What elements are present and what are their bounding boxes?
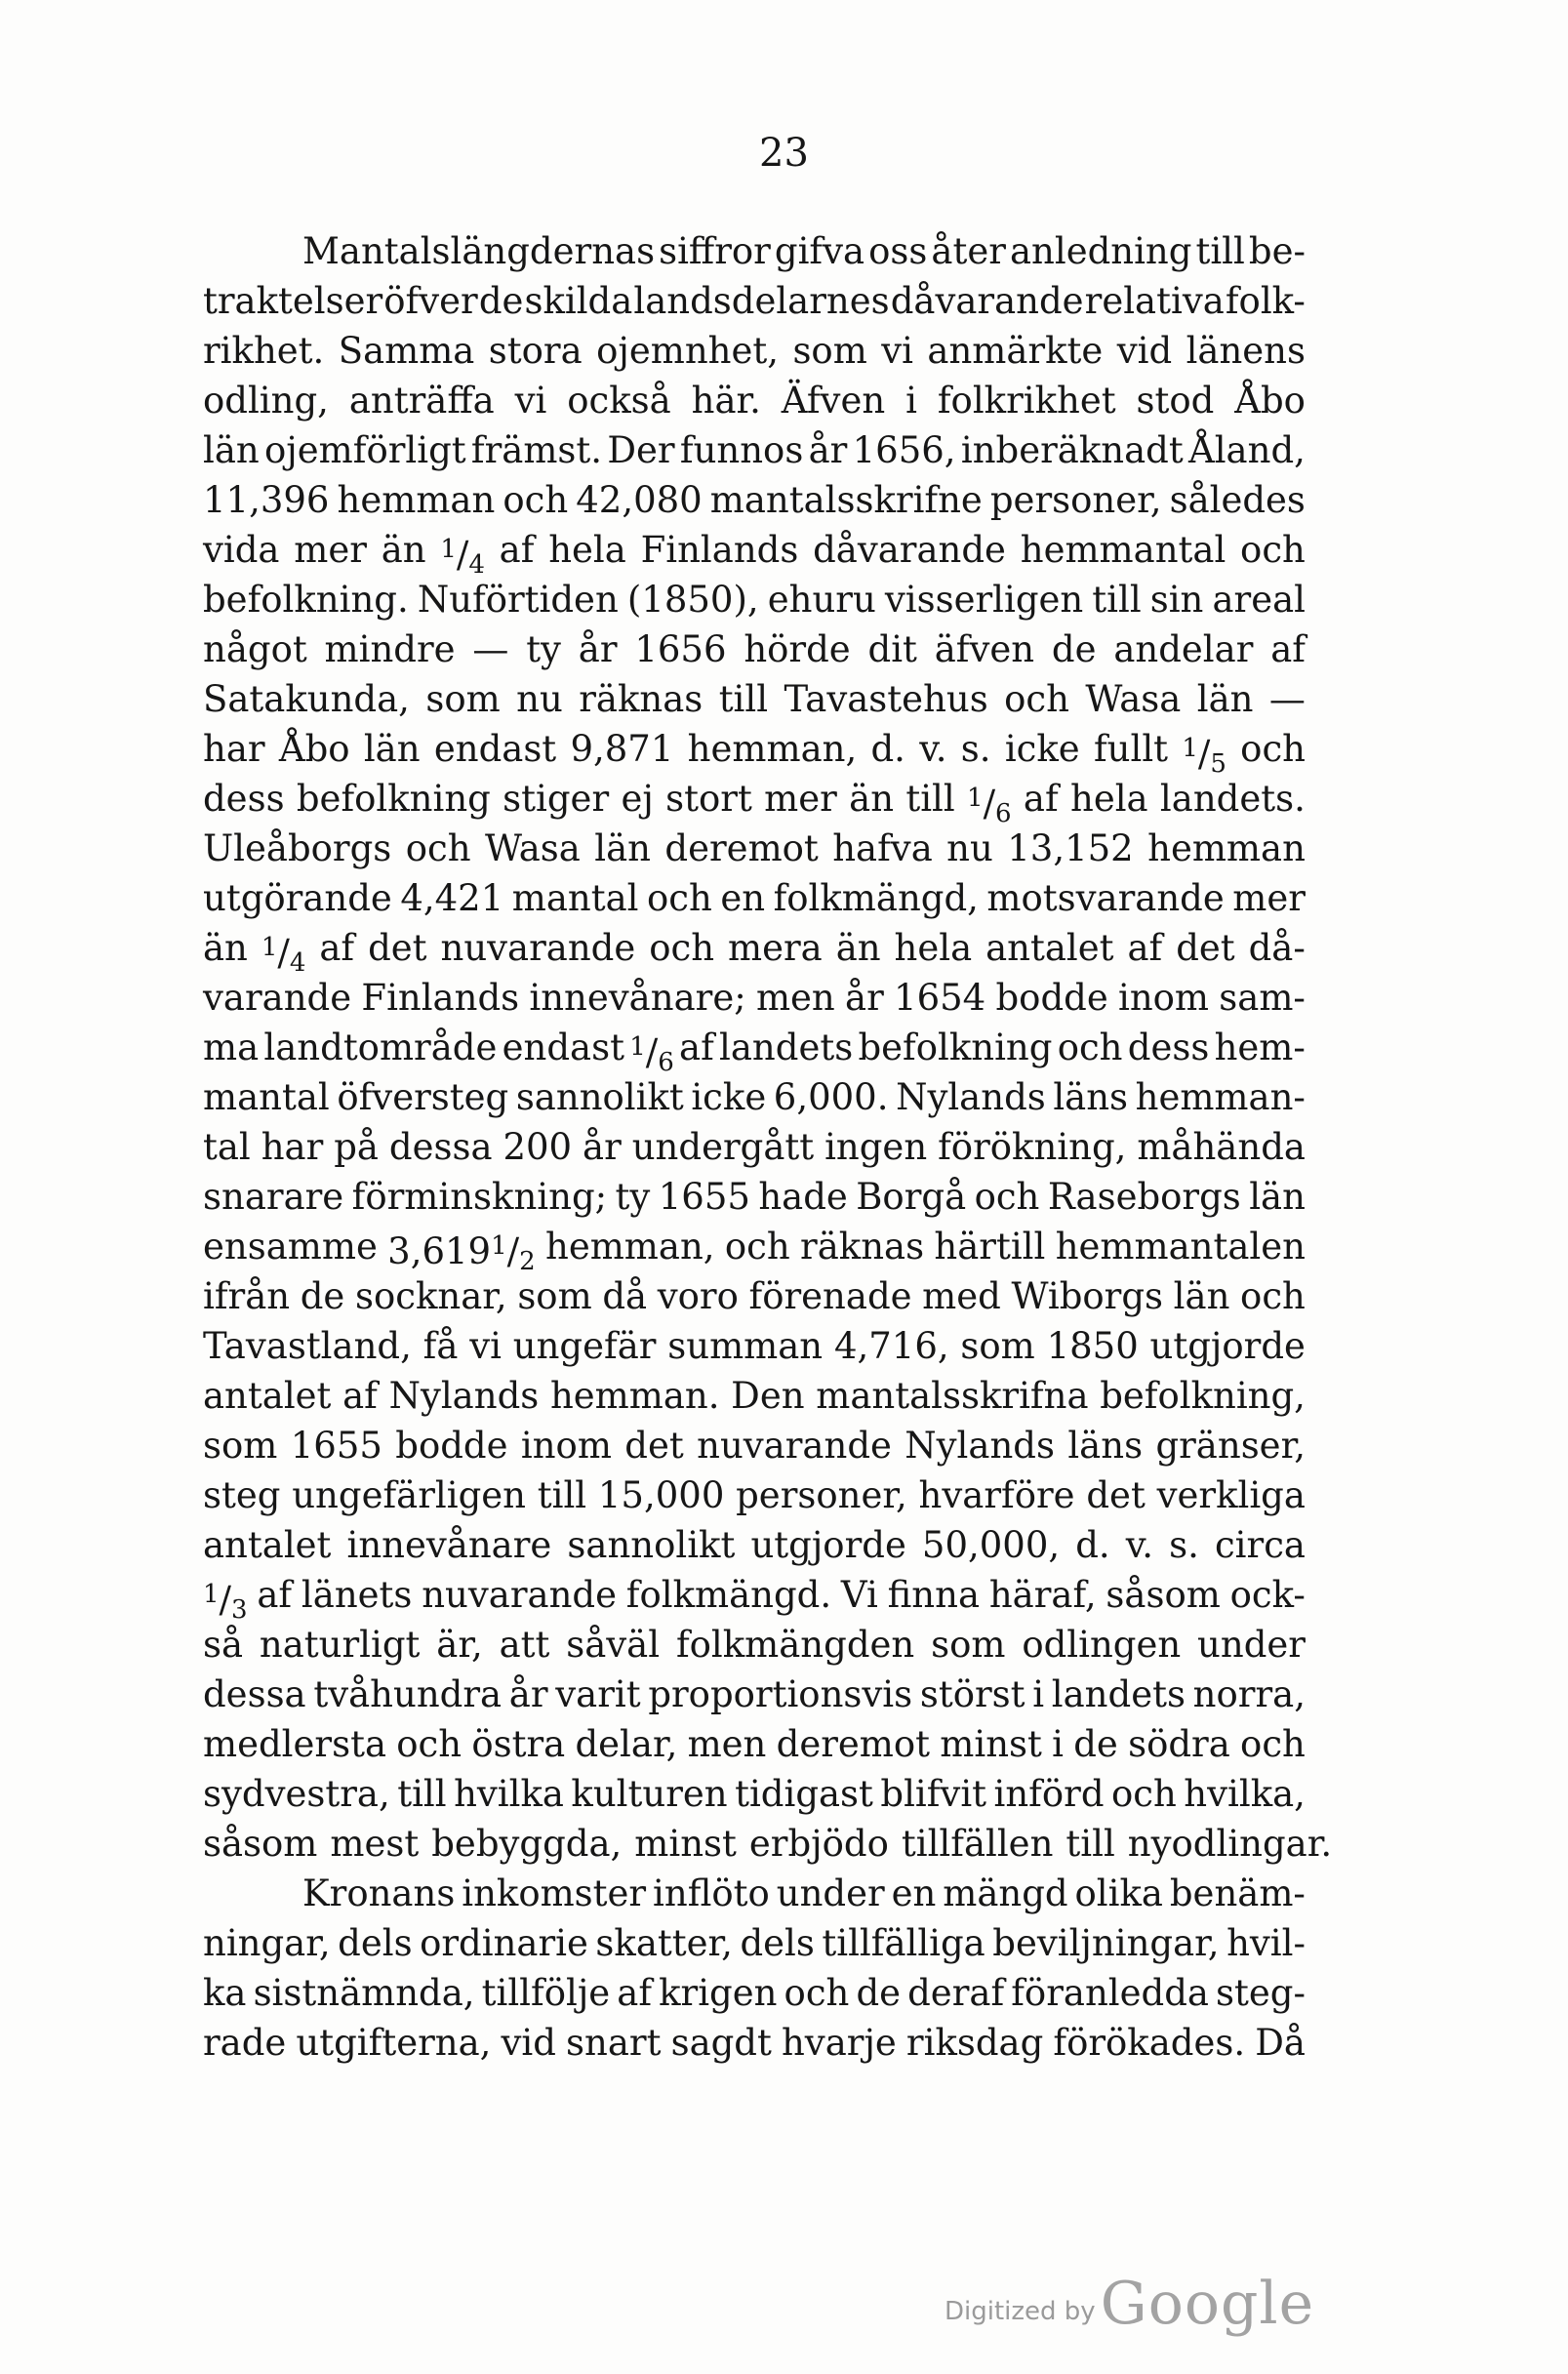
text-line: antalet af Nylands hemman. Den mantalsskrifna befolkning, <box>203 1375 1306 1417</box>
text-line: så naturligt är, att såväl folkmängden som odlingen under <box>203 1624 1306 1666</box>
text-line: snarare förminskning; ty 1655 hade Borgå och Raseborgs län <box>203 1176 1306 1218</box>
page-number: 23 <box>759 131 809 176</box>
text-line: odling, anträffa vi också här. Äfven i folkrikhet stod Åbo <box>203 380 1306 422</box>
text-line: Kronans inkomster inflöto under en mängd olika benäm- <box>302 1872 1306 1914</box>
text-line: steg ungefärligen till 15,000 personer, hvarföre det verkliga <box>203 1474 1306 1516</box>
text-line: varande Finlands innevånare; men år 1654 bodde inom sam- <box>203 977 1306 1019</box>
text-line: 11,396 hemman och 42,080 mantalsskrifne personer, således <box>203 479 1306 521</box>
text-line: ningar, dels ordinarie skatter, dels tillfälliga beviljningar, hvil- <box>203 1922 1306 1964</box>
google-logo: Google <box>1100 2270 1315 2338</box>
text-line: ensamme 3,619$^1$/2 hemman, och räknas härtill hemmantalen <box>203 1226 1306 1276</box>
text-line: befolkning. Nuförtiden (1850), ehuru visserligen till sin areal <box>203 579 1306 621</box>
text-line: dess befolkning stiger ej stort mer än till $^1$/6 af hela landets. <box>203 778 1306 828</box>
text-line: Tavastland, få vi ungefär summan 4,716, som 1850 utgjorde <box>203 1325 1306 1367</box>
text-line: traktelser öfver de skilda landsdelarnes dåvarande relativa folk- <box>203 280 1306 322</box>
text-line: har Åbo län endast 9,871 hemman, d. v. s. icke fullt $^1$/5 och <box>203 728 1306 779</box>
text-line: rikhet. Samma stora ojemnhet, som vi anmärkte vid länens <box>203 330 1306 372</box>
text-line: vida mer än $^1$/4 af hela Finlands dåvarande hemmantal och <box>203 529 1306 580</box>
text-line: antalet innevånare sannolikt utgjorde 50,000, d. v. s. circa <box>203 1524 1306 1566</box>
text-line: tal har på dessa 200 år undergått ingen förökning, måhända <box>203 1126 1306 1168</box>
text-line: Satakunda, som nu räknas till Tavastehus och Wasa län — <box>203 678 1306 720</box>
text-line: län ojemförligt främst. Der funnos år 1656, inberäknadt Åland, <box>203 429 1306 471</box>
text-line: något mindre — ty år 1656 hörde dit äfven de andelar af <box>203 628 1306 670</box>
text-line: dessa tvåhundra år varit proportionsvis störst i landets norra, <box>203 1673 1306 1715</box>
text-line: ka sistnämnda, tillfölje af krigen och de deraf föranledda steg- <box>203 1972 1306 2014</box>
text-line: Mantalslängdernas siffror gifva oss åter anledning till be- <box>302 230 1306 272</box>
text-line: Uleåborgs och Wasa län deremot hafva nu 13,152 hemman <box>203 827 1306 869</box>
text-line: rade utgifterna, vid snart sagdt hvarje riksdag förökades. Då <box>203 2022 1306 2064</box>
body-text <box>203 226 1333 2068</box>
text-line: än $^1$/4 af det nuvarande och mera än hela antalet af det då- <box>203 927 1306 978</box>
digitized-by-google-watermark <box>945 2270 1314 2338</box>
text-line: mantal öfversteg sannolikt icke 6,000. Nylands läns hemman- <box>203 1076 1306 1118</box>
text-line: sydvestra, till hvilka kulturen tidigast blifvit införd och hvilka, <box>203 1773 1306 1815</box>
text-line: medlersta och östra delar, men deremot minst i de södra och <box>203 1723 1306 1765</box>
text-line: såsom mest bebyggda, minst erbjödo tillfällen till nyodlingar. <box>203 1823 1333 1865</box>
text-line: utgörande 4,421 mantal och en folkmängd, motsvarande mer <box>203 877 1306 919</box>
watermark-prefix: Digitized by <box>945 2297 1096 2326</box>
text-line: ma landtområde endast $^1$/6 af landets befolkning och dess hem- <box>203 1026 1306 1077</box>
text-line: $^1$/3 af länets nuvarande folkmängd. Vi finna häraf, såsom ock- <box>203 1574 1306 1625</box>
text-line: ifrån de socknar, som då voro förenade med Wiborgs län och <box>203 1275 1306 1317</box>
text-line: som 1655 bodde inom det nuvarande Nylands läns gränser, <box>203 1425 1306 1467</box>
